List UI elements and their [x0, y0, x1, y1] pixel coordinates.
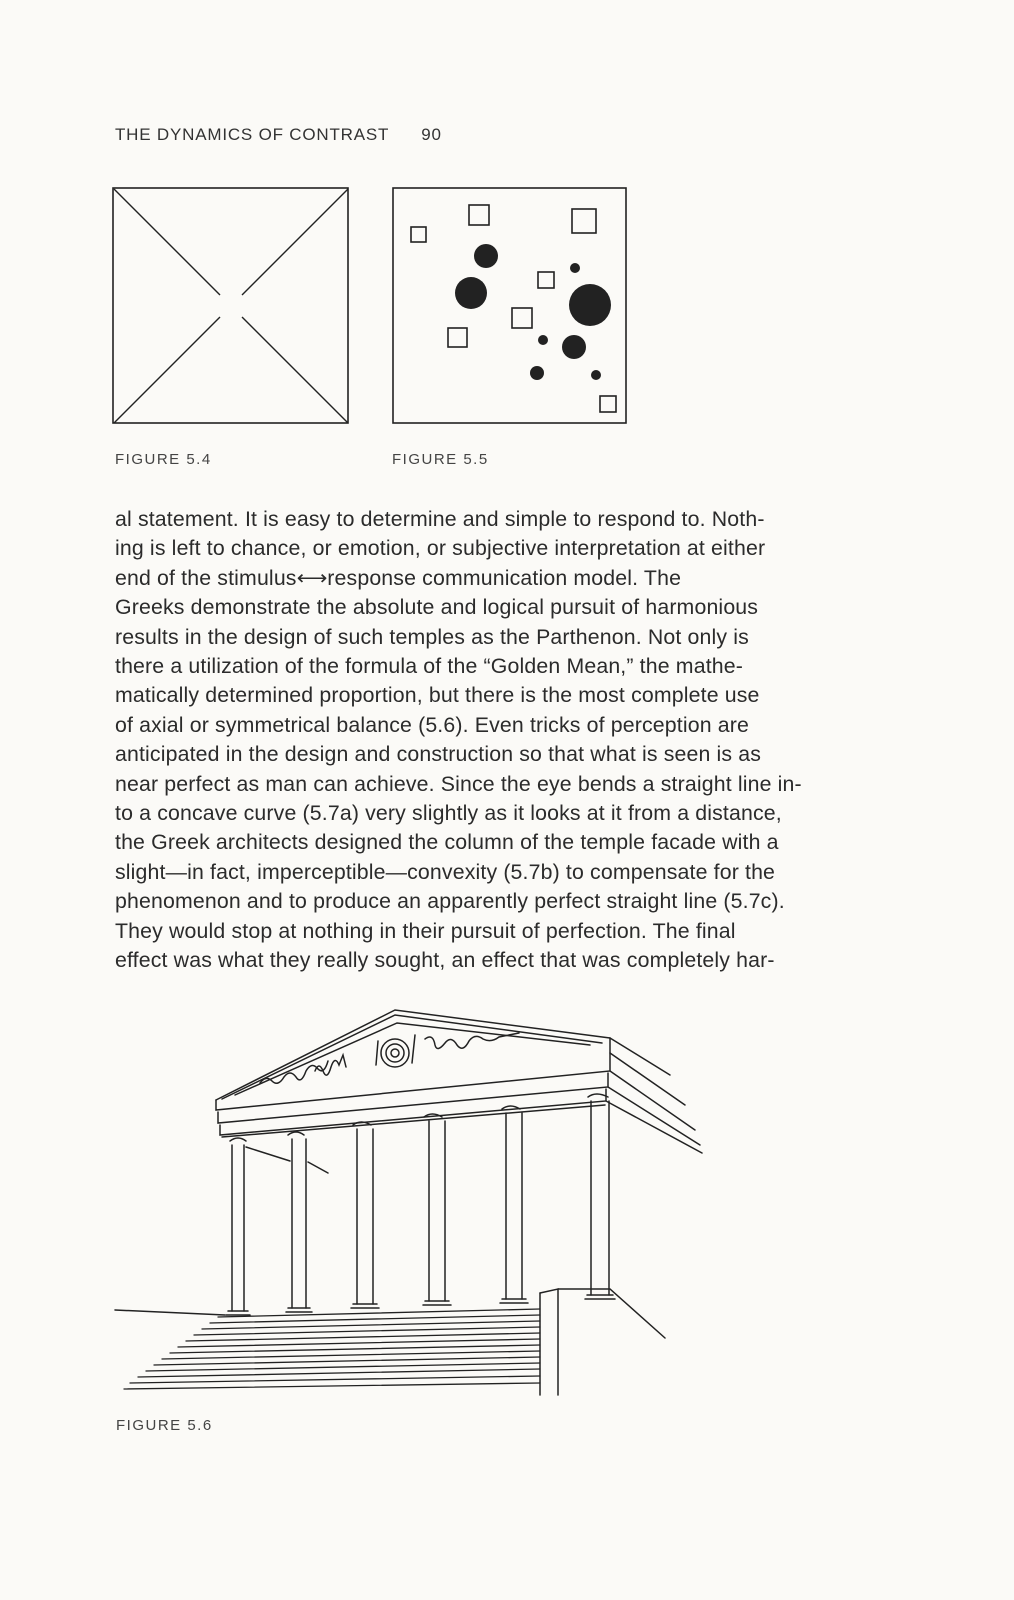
text-line: results in the design of such temples as the Parthenon. Not only is — [115, 624, 749, 649]
body-paragraph — [115, 505, 915, 976]
figure-5-4 — [112, 187, 350, 425]
text-line: effect was what they really sought, an effect that was completely har- — [115, 948, 775, 973]
figure-5-6-caption: FIGURE 5.6 — [116, 1417, 213, 1434]
text-line: ing is left to chance, or emotion, or subjective interpretation at either — [115, 536, 766, 561]
text-line: there a utilization of the formula of the “Golden Mean,” the mathe- — [115, 654, 743, 679]
running-head-title: THE DYNAMICS OF CONTRAST — [115, 125, 390, 144]
running-head — [115, 125, 442, 145]
figure-5-4-caption: FIGURE 5.4 — [115, 451, 212, 468]
text-line: the Greek architects designed the column of the temple facade with a — [115, 830, 779, 855]
text-line: of axial or symmetrical balance (5.6). Even tricks of perception are — [115, 712, 749, 737]
text-line: near perfect as man can achieve. Since the eye bends a straight line in- — [115, 771, 802, 796]
text-line: phenomenon and to produce an apparently perfect straight line (5.7c). — [115, 889, 785, 914]
text-line: Greeks demonstrate the absolute and logical pursuit of harmonious — [115, 595, 759, 620]
figure-5-5 — [392, 187, 628, 425]
figure-5-5-caption: FIGURE 5.5 — [392, 451, 489, 468]
text-line: al statement. It is easy to determine and simple to respond to. Noth- — [115, 507, 765, 531]
text-line: to a concave curve (5.7a) very slightly as it looks at it from a distance, — [115, 801, 782, 826]
text-line: slight—in fact, imperceptible—convexity (5.7b) to compensate for the — [115, 859, 776, 884]
figure-5-6 — [110, 1005, 720, 1400]
text-line: end of the stimulus⟷response communication model. The — [115, 565, 682, 590]
text-line: anticipated in the design and construction so that what is seen is as — [115, 742, 762, 767]
page-number: 90 — [421, 125, 442, 144]
text-line: They would stop at nothing in their pursuit of perfection. The final — [115, 918, 736, 943]
text-line: matically determined proportion, but there is the most complete use — [115, 683, 760, 708]
